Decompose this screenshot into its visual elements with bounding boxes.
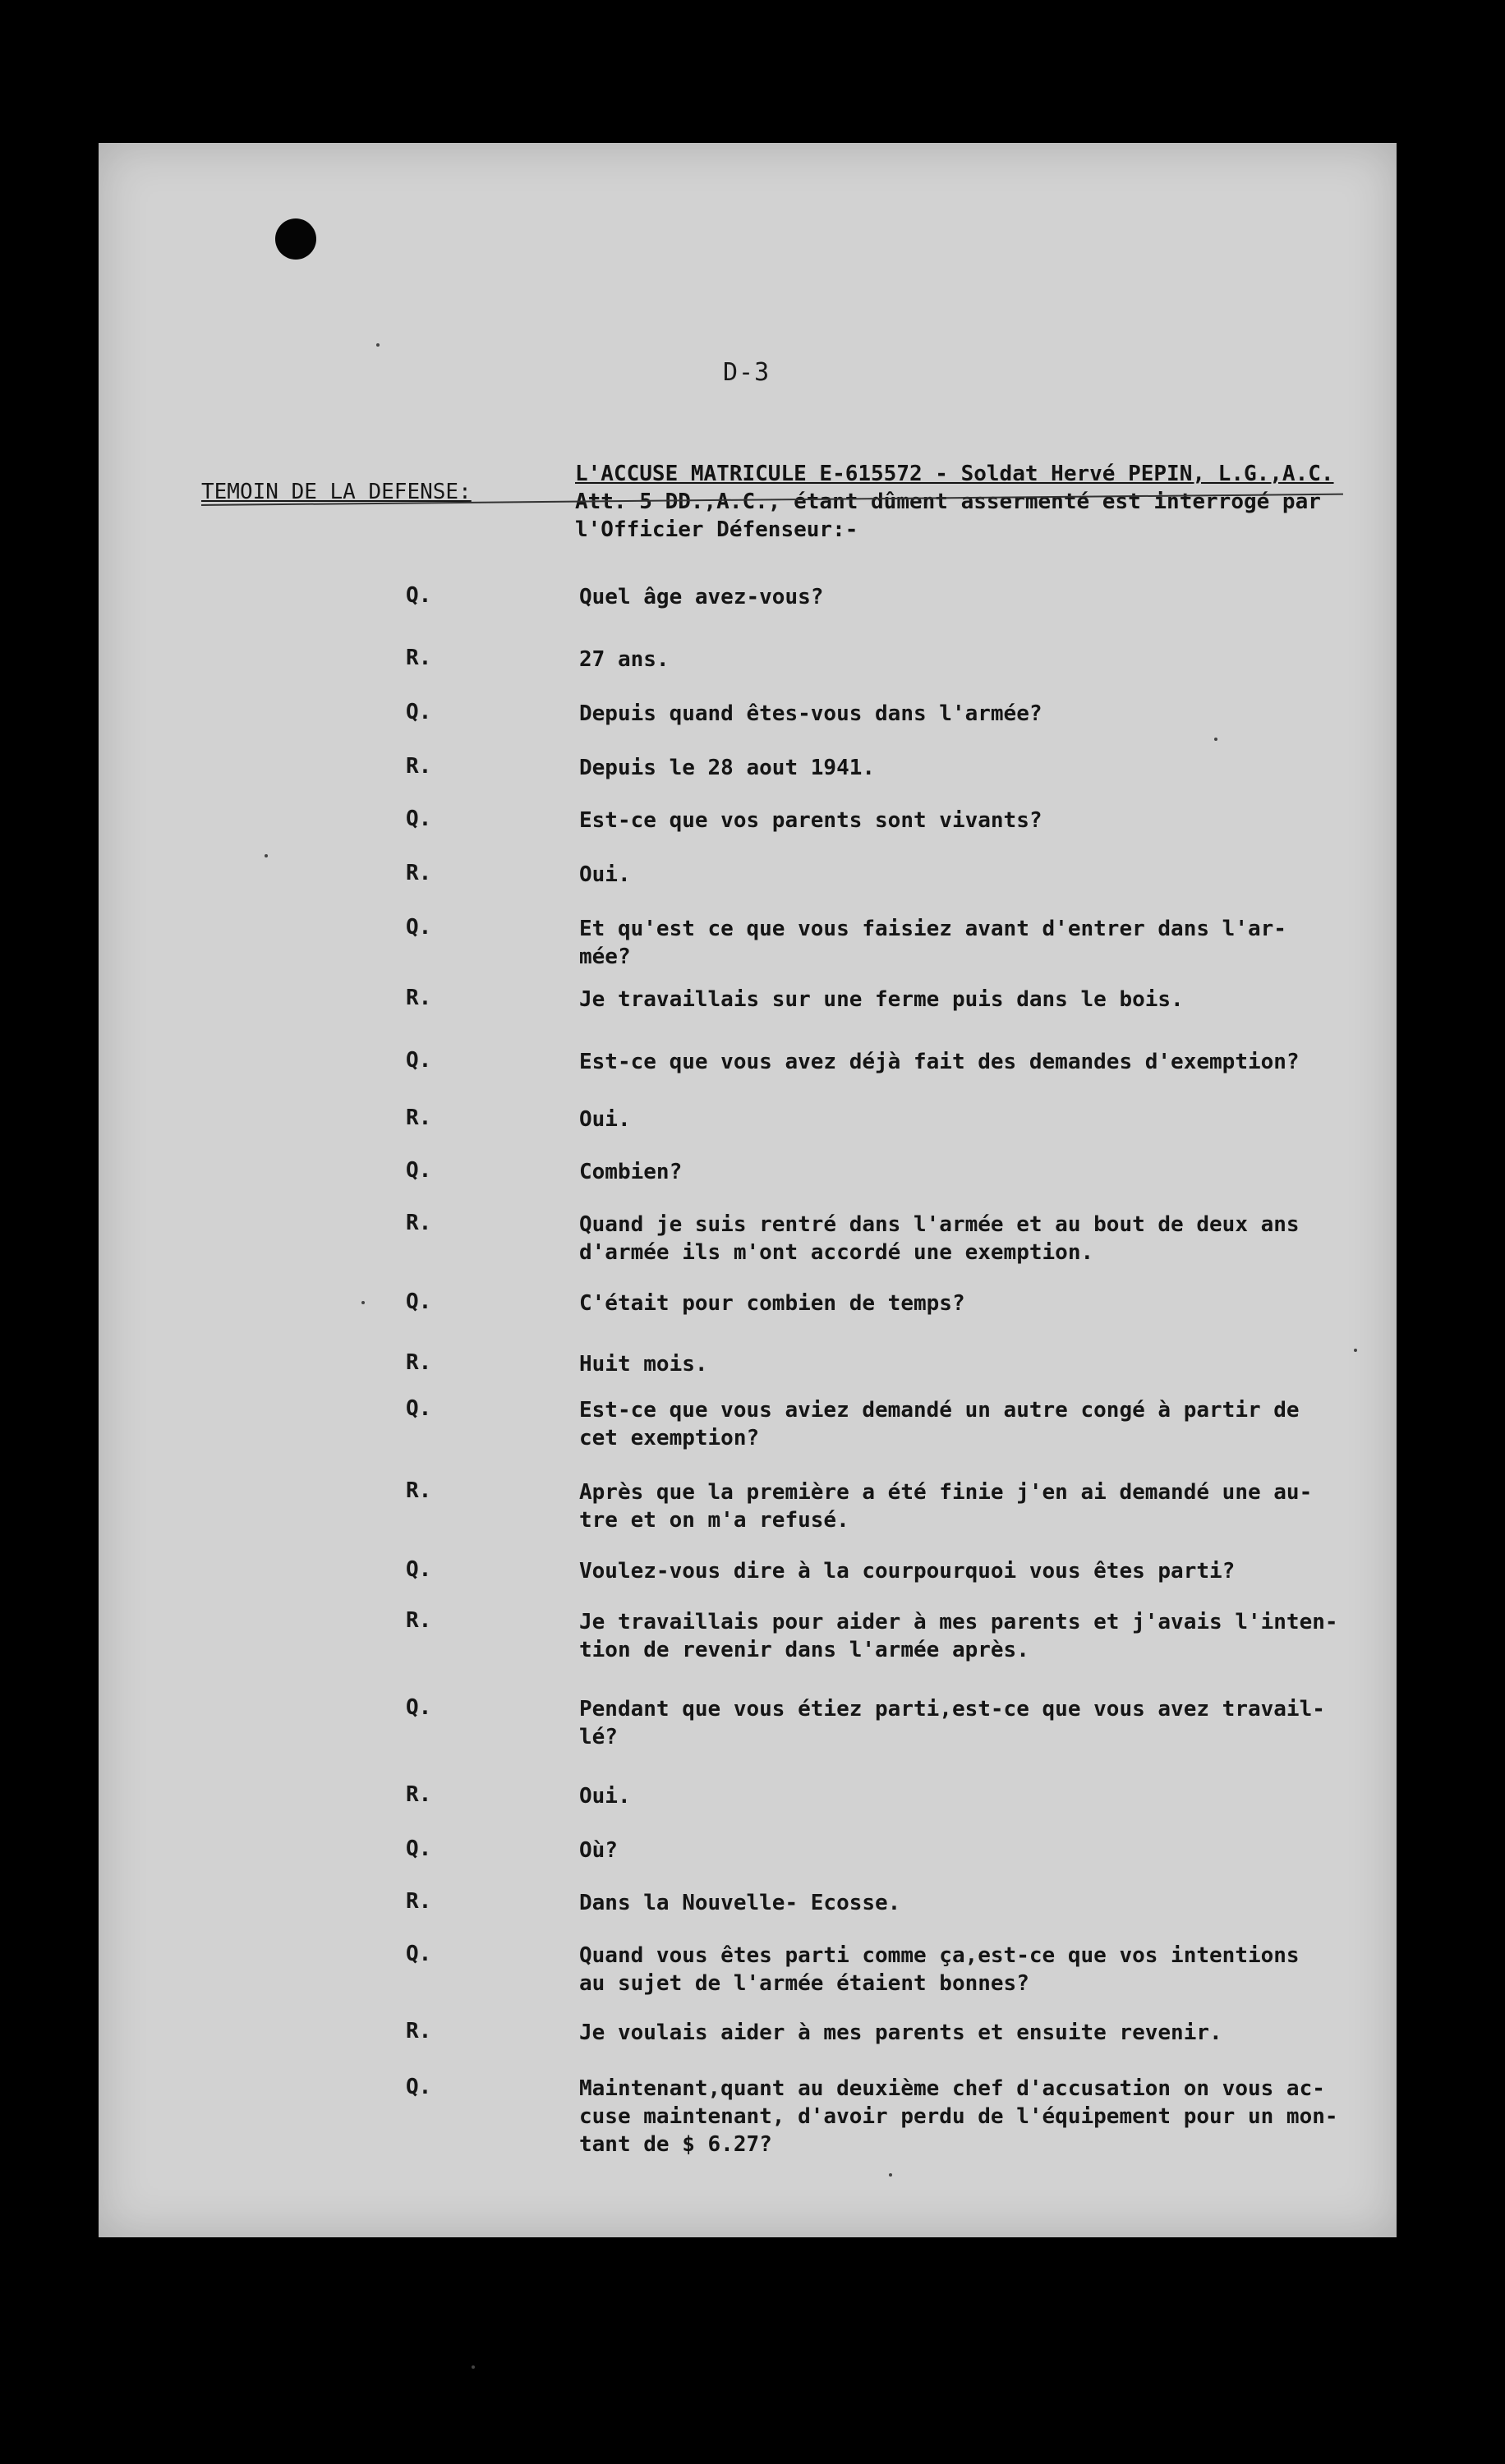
speaker-marker: Q. bbox=[406, 700, 432, 724]
exchange-text: C'était pour combien de temps? bbox=[579, 1291, 965, 1316]
speaker-marker: R. bbox=[406, 2019, 432, 2043]
exchange-text: Est-ce que vous avez déjà fait des demandes d'exemption? bbox=[579, 1050, 1300, 1074]
exchange-text: Je travaillais sur une ferme puis dans le bois. bbox=[579, 987, 1184, 1012]
speaker-marker: Q. bbox=[406, 1942, 432, 1966]
exchange-text: Dans la Nouvelle- Ecosse. bbox=[579, 1891, 901, 1915]
exchange-text: Combien? bbox=[579, 1160, 683, 1184]
exchange-text: Où? bbox=[579, 1838, 618, 1863]
speaker-marker: Q. bbox=[406, 583, 432, 608]
speaker-marker: Q. bbox=[406, 807, 432, 831]
exchange-text: 27 ans. bbox=[579, 647, 670, 672]
speaker-marker: Q. bbox=[406, 1158, 432, 1183]
speaker-marker: R. bbox=[406, 646, 432, 670]
exchange-text: Quel âge avez-vous? bbox=[579, 585, 824, 609]
speaker-marker: R. bbox=[406, 1106, 432, 1130]
speaker-marker: R. bbox=[406, 1889, 432, 1914]
exchange-text: Depuis le 28 aout 1941. bbox=[579, 756, 876, 780]
speaker-marker: R. bbox=[406, 754, 432, 779]
header-line: Att. 5 DD.,A.C., étant dûment assermenté est interrogé par bbox=[575, 490, 1321, 514]
punch-hole bbox=[275, 218, 316, 260]
paper-speck bbox=[472, 2365, 475, 2369]
page-number: D-3 bbox=[723, 358, 771, 387]
witness-header bbox=[575, 460, 1364, 544]
exchange-text: Oui. bbox=[579, 862, 631, 887]
document-page bbox=[99, 143, 1397, 2237]
speaker-marker: R. bbox=[406, 1782, 432, 1807]
speaker-marker: Q. bbox=[406, 1396, 432, 1421]
exchange-text: Après que la première a été finie j'en ai demandé une au- tre et on m'a refusé. bbox=[579, 1480, 1313, 1533]
speaker-marker: R. bbox=[406, 986, 432, 1010]
paper-speck bbox=[1354, 1349, 1357, 1352]
exchange-text: Je voulais aider à mes parents et ensuite revenir. bbox=[579, 2020, 1222, 2045]
paper-speck bbox=[265, 854, 268, 857]
speaker-marker: R. bbox=[406, 1608, 432, 1633]
speaker-marker: R. bbox=[406, 1211, 432, 1235]
exchange-text: Oui. bbox=[579, 1784, 631, 1809]
speaker-marker: R. bbox=[406, 1478, 432, 1503]
exchange-text: Voulez-vous dire à la courpourquoi vous êtes parti? bbox=[579, 1559, 1236, 1584]
exchange-text: Oui. bbox=[579, 1107, 631, 1132]
exchange-text: Depuis quand êtes-vous dans l'armée? bbox=[579, 701, 1042, 726]
speaker-marker: R. bbox=[406, 861, 432, 885]
paper-speck bbox=[361, 1301, 365, 1304]
speaker-marker: Q. bbox=[406, 1695, 432, 1720]
speaker-marker: R. bbox=[406, 1350, 432, 1375]
exchange-text: Quand je suis rentré dans l'armée et au bout de deux ans d'armée ils m'ont accordé une exemption. bbox=[579, 1212, 1300, 1265]
exchange-text: Je travaillais pour aider à mes parents et j'avais l'inten- tion de revenir dans l'armée après. bbox=[579, 1610, 1338, 1662]
paper-speck bbox=[889, 2173, 892, 2177]
paper-speck bbox=[376, 343, 380, 347]
exchange-text: Pendant que vous étiez parti,est-ce que vous avez travail- lé? bbox=[579, 1697, 1325, 1749]
exchange-text: Huit mois. bbox=[579, 1352, 708, 1377]
speaker-marker: Q. bbox=[406, 2075, 432, 2099]
exchange-text: Et qu'est ce que vous faisiez avant d'entrer dans l'ar- mée? bbox=[579, 917, 1286, 969]
speaker-marker: Q. bbox=[406, 1837, 432, 1861]
exchange-text: Maintenant,quant au deuxième chef d'accusation on vous ac- cuse maintenant, d'avoir perdu de l'équipement pour un mon- tant de $ 6.27? bbox=[579, 2076, 1338, 2157]
speaker-marker: Q. bbox=[406, 1557, 432, 1582]
exchange-text: Est-ce que vous aviez demandé un autre congé à partir de cet exemption? bbox=[579, 1398, 1300, 1450]
header-line: L'ACCUSE MATRICULE E-615572 - Soldat Hervé PEPIN, L.G.,A.C. bbox=[575, 462, 1334, 486]
exchange-text: Quand vous êtes parti comme ça,est-ce que vos intentions au sujet de l'armée étaient bonnes? bbox=[579, 1943, 1300, 1996]
speaker-marker: Q. bbox=[406, 1289, 432, 1314]
speaker-marker: Q. bbox=[406, 1048, 432, 1073]
paper-speck bbox=[1214, 738, 1217, 741]
witness-label: TEMOIN DE LA DEFENSE: bbox=[201, 480, 472, 504]
header-line: l'Officier Défenseur:- bbox=[575, 517, 858, 542]
exchange-text: Est-ce que vos parents sont vivants? bbox=[579, 808, 1042, 833]
speaker-marker: Q. bbox=[406, 915, 432, 940]
